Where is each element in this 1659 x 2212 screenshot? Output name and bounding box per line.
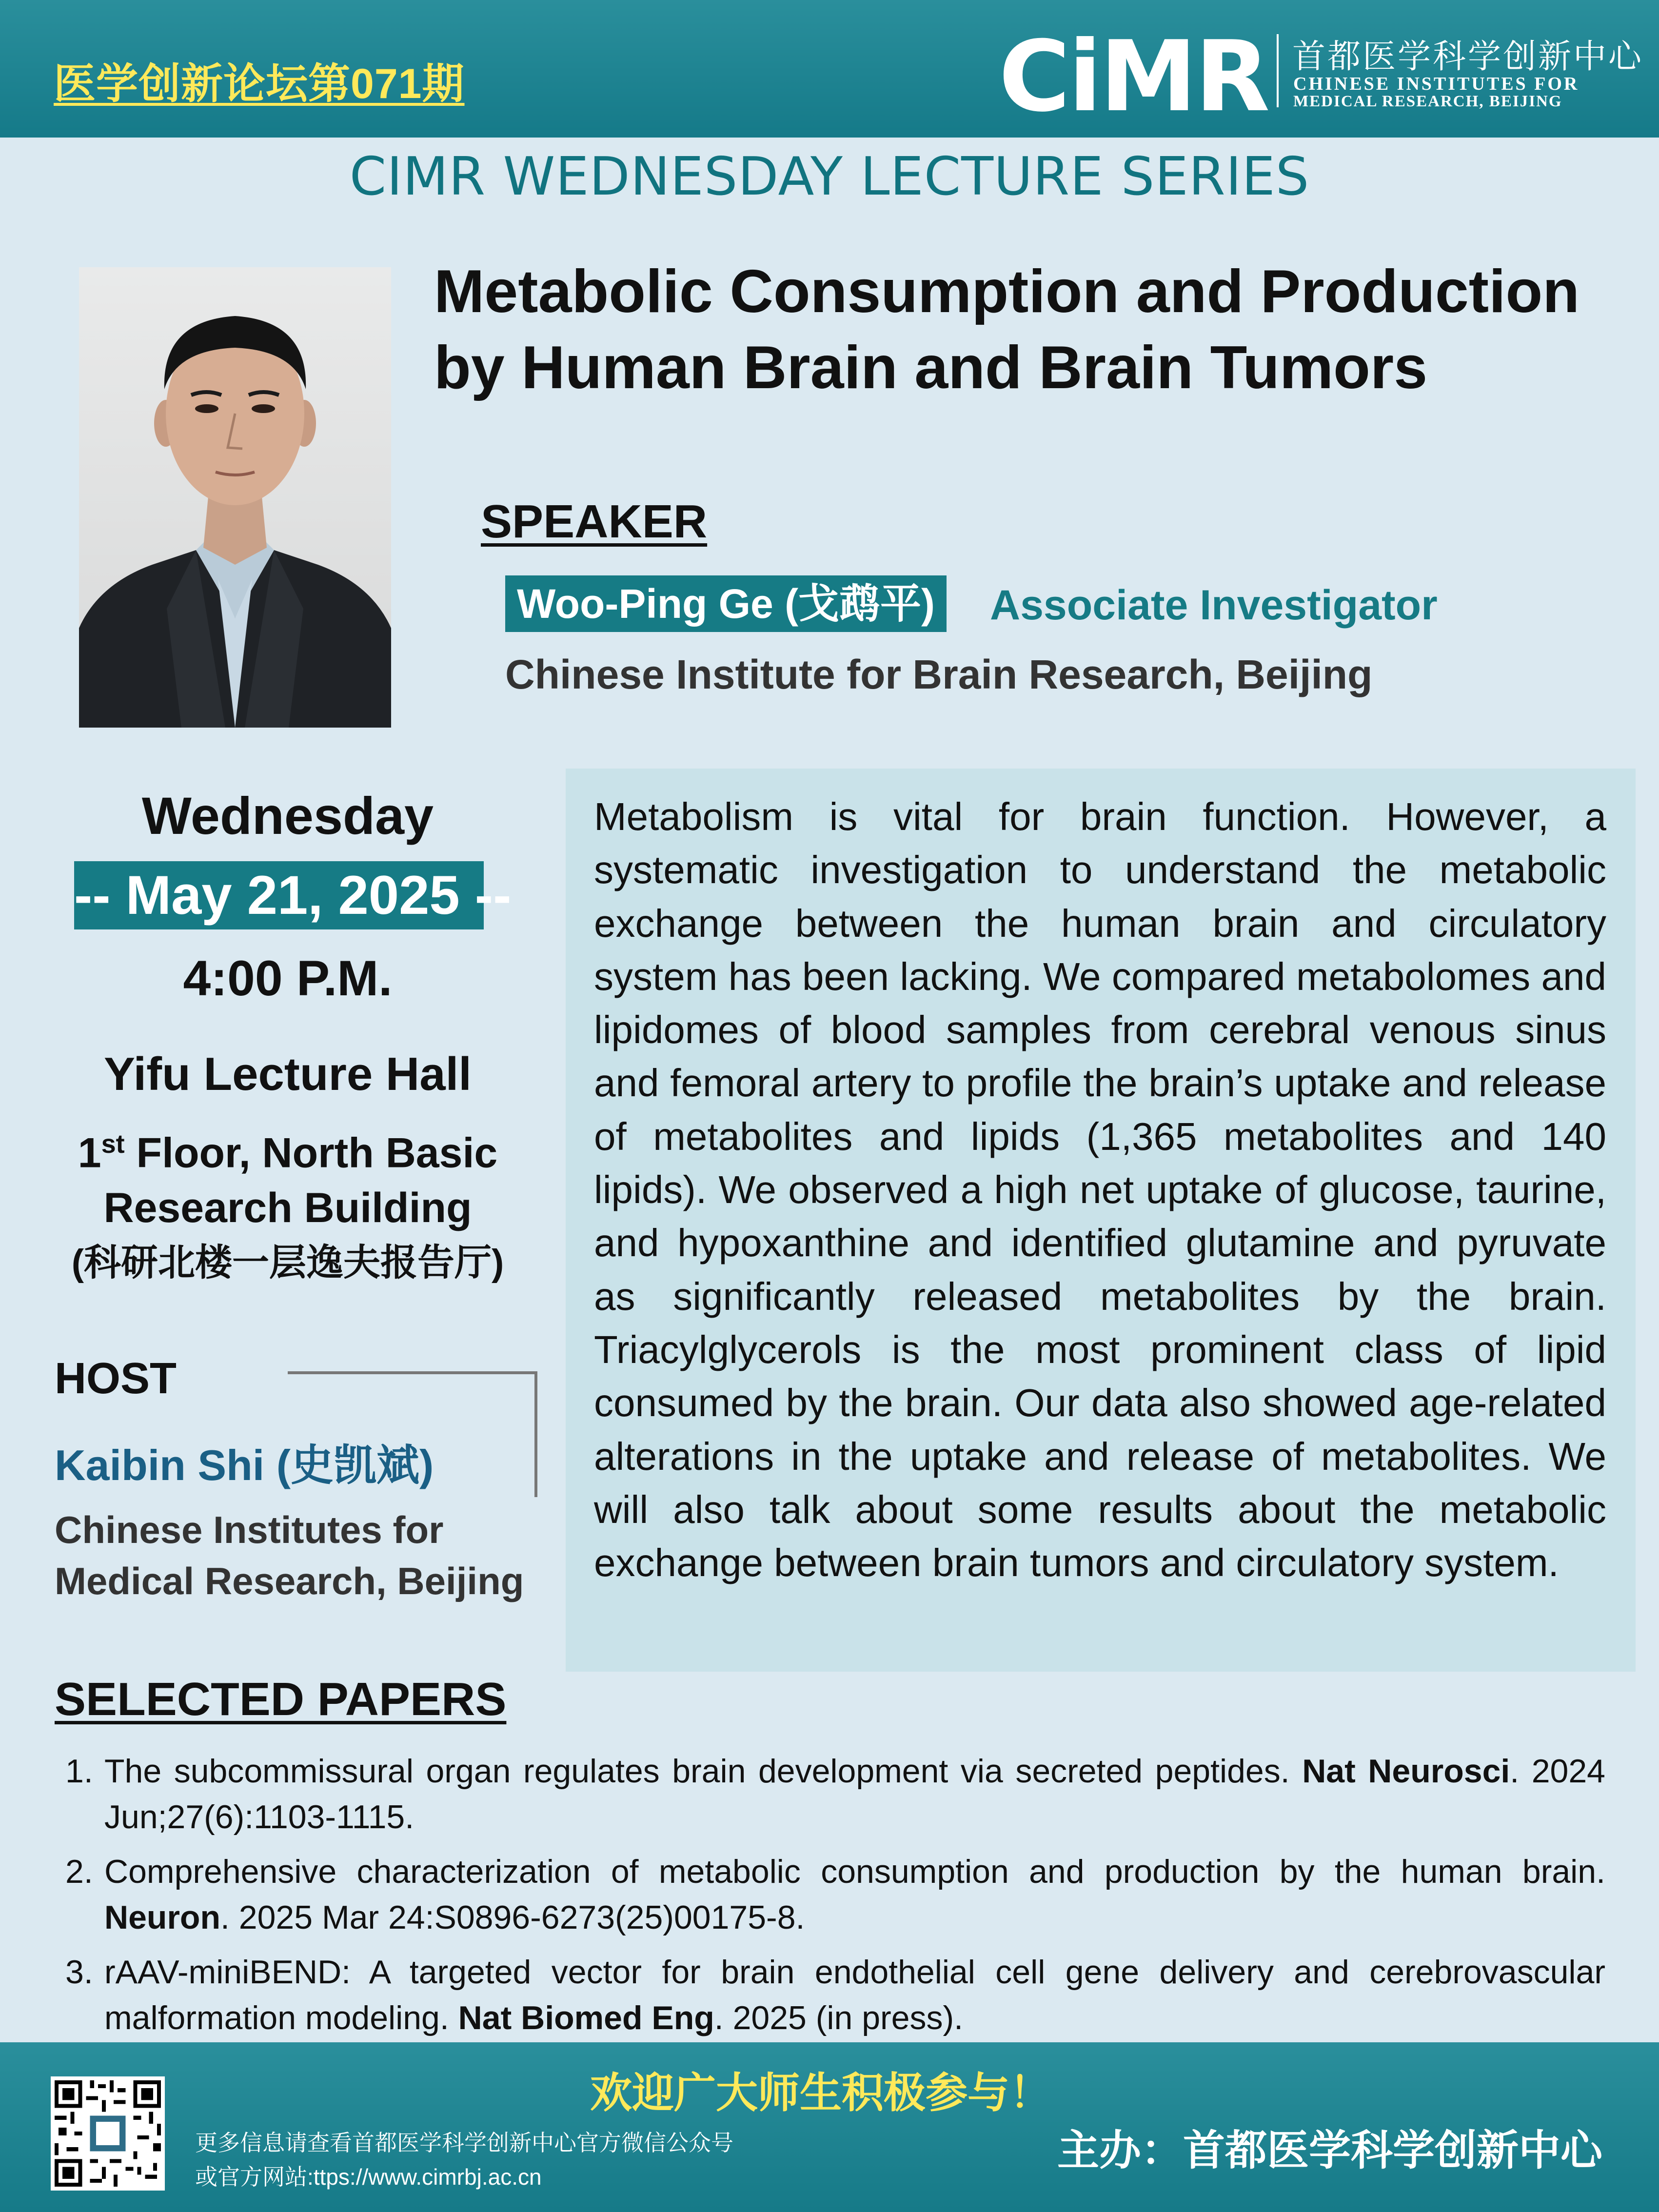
qr-code-icon[interactable]	[51, 2076, 165, 2191]
speaker-heading: SPEAKER	[481, 495, 708, 548]
venue-floor-line	[49, 1117, 527, 1181]
floor-ordinal: st	[101, 1129, 125, 1159]
paper-citation: . 2025 Mar 24:S0896-6273(25)00175-8.	[220, 1899, 805, 1936]
talk-title-line2: by Human Brain and Brain Tumors	[434, 334, 1428, 401]
event-venue-chinese: (科研北楼一层逸夫报告厅)	[71, 1242, 504, 1284]
paper-number: 2.	[65, 1853, 93, 1890]
footer-info-line1: 更多信息请查看首都医学科学创新中心官方微信公众号	[195, 2130, 733, 2155]
logo-english-line1: CHINESE INSTITUTES FOR	[1293, 74, 1580, 94]
qr-code-graphic	[51, 2076, 165, 2191]
paper-number: 1.	[65, 1753, 93, 1790]
floor-number: 1	[78, 1129, 101, 1177]
paper-item	[55, 1949, 1605, 2041]
selected-papers-list	[55, 1748, 1605, 2050]
host-heading: HOST	[55, 1354, 177, 1403]
paper-number: 3.	[65, 1954, 93, 1991]
footer-welcome: 欢迎广大师生积极参与！	[590, 2070, 1051, 2116]
event-venue: Yifu Lecture Hall	[104, 1048, 472, 1100]
event-weekday: Wednesday	[141, 786, 434, 845]
logo-chinese-name: 首都医学科学创新中心	[1292, 38, 1644, 76]
cimr-logo: CiMR	[999, 20, 1268, 134]
logo-divider	[1277, 34, 1279, 107]
paper-citation: . 2024 Jun;27(6):1103-1115.	[104, 1753, 1605, 1836]
paper-journal: Nat Biomed Eng	[458, 1999, 714, 2036]
paper-item	[55, 1849, 1605, 1940]
paper-title: Comprehensive characterization of metabolic consumption and production by the human brain.	[104, 1853, 1605, 1890]
forum-issue-badge: 医学创新论坛第071期	[54, 60, 465, 107]
abstract-text: Metabolism is vital for brain function. However, a systematic investigation to understand the metabolic exchange between the human brain and circulatory system has been lacking. We compared metabolomes and lipidomes of blood samples from cerebral venous sinus and femoral artery to profile the brain’s uptake and release of metabolites and lipids (1,365 metabolites and 140 lipids). We observed a high net uptake of glucose, taurine, and hypoxanthine and identified glutamine and pyruvate as significantly released metabolites by the brain. Triacylglycerols is the most prominent class of lipid consumed by the brain. Our data also showed age-related alterations in the uptake and release of metabolites. We will also talk about some results about the metabolic exchange between brain tumors and circulatory system.	[594, 795, 1606, 1585]
footer-organizer: 主办：首都医学科学创新中心	[1057, 2127, 1602, 2174]
logo-english-line2: MEDICAL RESEARCH, BEIJING	[1293, 93, 1562, 110]
speaker-institution: Chinese Institute for Brain Research, Beijing	[505, 652, 1373, 697]
paper-journal: Neuron	[104, 1899, 220, 1936]
series-title: CIMR WEDNESDAY LECTURE SERIES	[349, 146, 1310, 207]
host-institution-line1: Chinese Institutes for	[55, 1508, 444, 1551]
paper-journal: Nat Neurosci	[1302, 1753, 1510, 1790]
host-name: Kaibin Shi (史凯斌)	[55, 1441, 434, 1489]
paper-title: The subcommissural organ regulates brain development via secreted peptides.	[104, 1753, 1303, 1790]
paper-item	[55, 1748, 1605, 1840]
host-institution-line2: Medical Research, Beijing	[55, 1560, 524, 1602]
event-date: -- May 21, 2025 --	[74, 861, 484, 929]
portrait-illustration	[79, 267, 391, 728]
footer-website[interactable]: 或官方网站:ttps://www.cimrbj.ac.cn	[195, 2164, 542, 2190]
talk-title-line1: Metabolic Consumption and Production	[434, 258, 1580, 325]
venue-building: Research Building	[103, 1184, 472, 1231]
event-venue-address	[49, 1117, 527, 1235]
floor-rest: Floor, North Basic	[124, 1129, 498, 1177]
event-time: 4:00 P.M.	[183, 950, 393, 1006]
paper-title: rAAV-miniBEND: A targeted vector for brain endothelial cell gene delivery and cerebrovascular malformation modeling.	[104, 1954, 1605, 2036]
host-institution	[55, 1504, 552, 1607]
speaker-name: Woo-Ping Ge (戈鹉平)	[505, 575, 947, 632]
host-divider-horizontal	[288, 1371, 537, 1374]
speaker-portrait	[79, 267, 391, 728]
host-divider-vertical	[534, 1371, 537, 1497]
selected-papers-heading: SELECTED PAPERS	[55, 1673, 507, 1725]
speaker-role: Associate Investigator	[990, 582, 1438, 629]
paper-citation: . 2025 (in press).	[714, 1999, 964, 2036]
talk-title	[434, 254, 1629, 406]
